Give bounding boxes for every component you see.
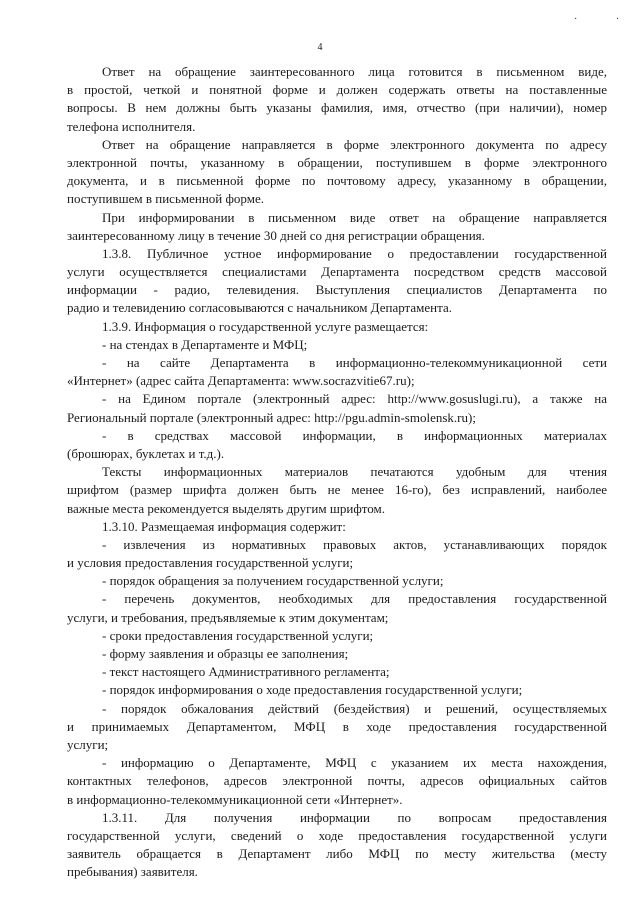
text-line: заинтересованному лицу в течение 30 дней со дня регистрации обращения.: [67, 227, 485, 243]
text-line: - порядок обжалования действий (бездействия) и решений, осуществляемых: [102, 700, 607, 716]
text-line: - форму заявления и образцы ее заполнения;: [102, 646, 349, 661]
text-line: «Интернет» (адрес сайта Департамента: www.socrazvitie67.ru);: [67, 373, 415, 389]
text-line: - информацию о Департаменте, МФЦ с указанием их места нахождения,: [102, 755, 607, 771]
text-line: вопросы. В нем должны быть указаны фамилия, имя, отчество (при наличии), номер: [67, 100, 607, 116]
text-line: 1.3.11. Для получения информации по вопросам предоставления: [102, 809, 607, 825]
text-line: шрифтом (размер шрифта должен быть не менее 16-го), без исправлений, наиболее: [67, 482, 607, 498]
text-line: Ответ на обращение заинтересованного лица готовится в письменном виде,: [102, 64, 607, 79]
text-line: - в средствах массовой информации, в информационных материалах: [102, 427, 607, 443]
text-line: - перечень документов, необходимых для предоставления государственной: [102, 591, 607, 607]
text-line: в простой, четкой и понятной форме и должен содержать ответы на поставленные: [67, 82, 607, 98]
text-line: информации - радио, телевидения. Выступления специалистов Департамента по: [67, 282, 607, 298]
text-line: поступившем в письменной форме.: [67, 191, 264, 207]
text-line: Ответ на обращение направляется в форме электронного документа по адресу: [102, 136, 607, 152]
text-line: 1.3.9. Информация о государственной услуге размещается:: [102, 318, 429, 334]
text-line: - сроки предоставления государственной услуги;: [102, 627, 374, 643]
page-number: 4: [317, 42, 323, 53]
text-line: пребывания) заявителя.: [67, 864, 198, 880]
text-line: - на сайте Департамента в информационно-телекоммуникационной сети: [102, 355, 607, 370]
text-line: - порядок обращения за получением государственной услуги;: [102, 573, 444, 589]
text-line: 1.3.10. Размещаемая информация содержит:: [102, 518, 346, 534]
text-line: При информировании в письменном виде ответ на обращение направляется: [102, 209, 607, 225]
text-line: - порядок информирования о ходе предоставления государственной услуги;: [102, 682, 523, 698]
text-line: документа, и в письменной форме по почтовому адресу, указанному в обращении,: [67, 173, 607, 189]
text-line: (брошюрах, буклетах и т.д.).: [67, 445, 225, 461]
text-line: телефона исполнителя.: [67, 118, 196, 134]
text-line: государственной услуги, сведений о ходе предоставления государственной услуги: [67, 827, 607, 843]
text-line: заявитель обращается в Департамент либо МФЦ по месту жительства (месту: [67, 846, 607, 862]
text-line: важные места рекомендуется выделять другим шрифтом.: [67, 500, 385, 516]
scan-marks: · ·: [574, 14, 638, 25]
text-line: Тексты информационных материалов печатаются удобным для чтения: [102, 464, 607, 480]
text-line: - текст настоящего Административного регламента;: [102, 664, 390, 680]
text-line: - на Едином портале (электронный адрес: http://www.gosuslugi.ru), а также на: [102, 391, 607, 407]
text-line: услуги;: [67, 736, 109, 752]
text-line: в информационно-телекоммуникационной сети «Интернет».: [67, 791, 403, 807]
text-line: услуги, и требования, предъявляемые к этим документам;: [67, 609, 389, 625]
text-line: контактных телефонов, адресов электронной почты, адресов официальных сайтов: [67, 773, 607, 789]
text-line: услуги осуществляется специалистами Департамента посредством средств массовой: [67, 264, 607, 280]
text-line: 1.3.8. Публичное устное информирование о предоставлении государственной: [102, 245, 607, 261]
text-line: - извлечения из нормативных правовых актов, устанавливающих порядок: [102, 536, 607, 552]
text-line: радио и телевидению согласовываются с начальником Департамента.: [67, 300, 452, 316]
text-line: и условия предоставления государственной услуги;: [67, 555, 354, 571]
text-line: электронной почты, указанному в обращении, поступившем в форме электронного: [67, 154, 607, 170]
document-body: [67, 63, 607, 881]
text-line: - на стендах в Департаменте и МФЦ;: [102, 336, 308, 352]
text-line: и принимаемых Департаментом, МФЦ в ходе предоставления государственной: [67, 718, 607, 734]
text-line: Региональный портале (электронный адрес: http://pgu.admin-smolensk.ru);: [67, 409, 476, 425]
